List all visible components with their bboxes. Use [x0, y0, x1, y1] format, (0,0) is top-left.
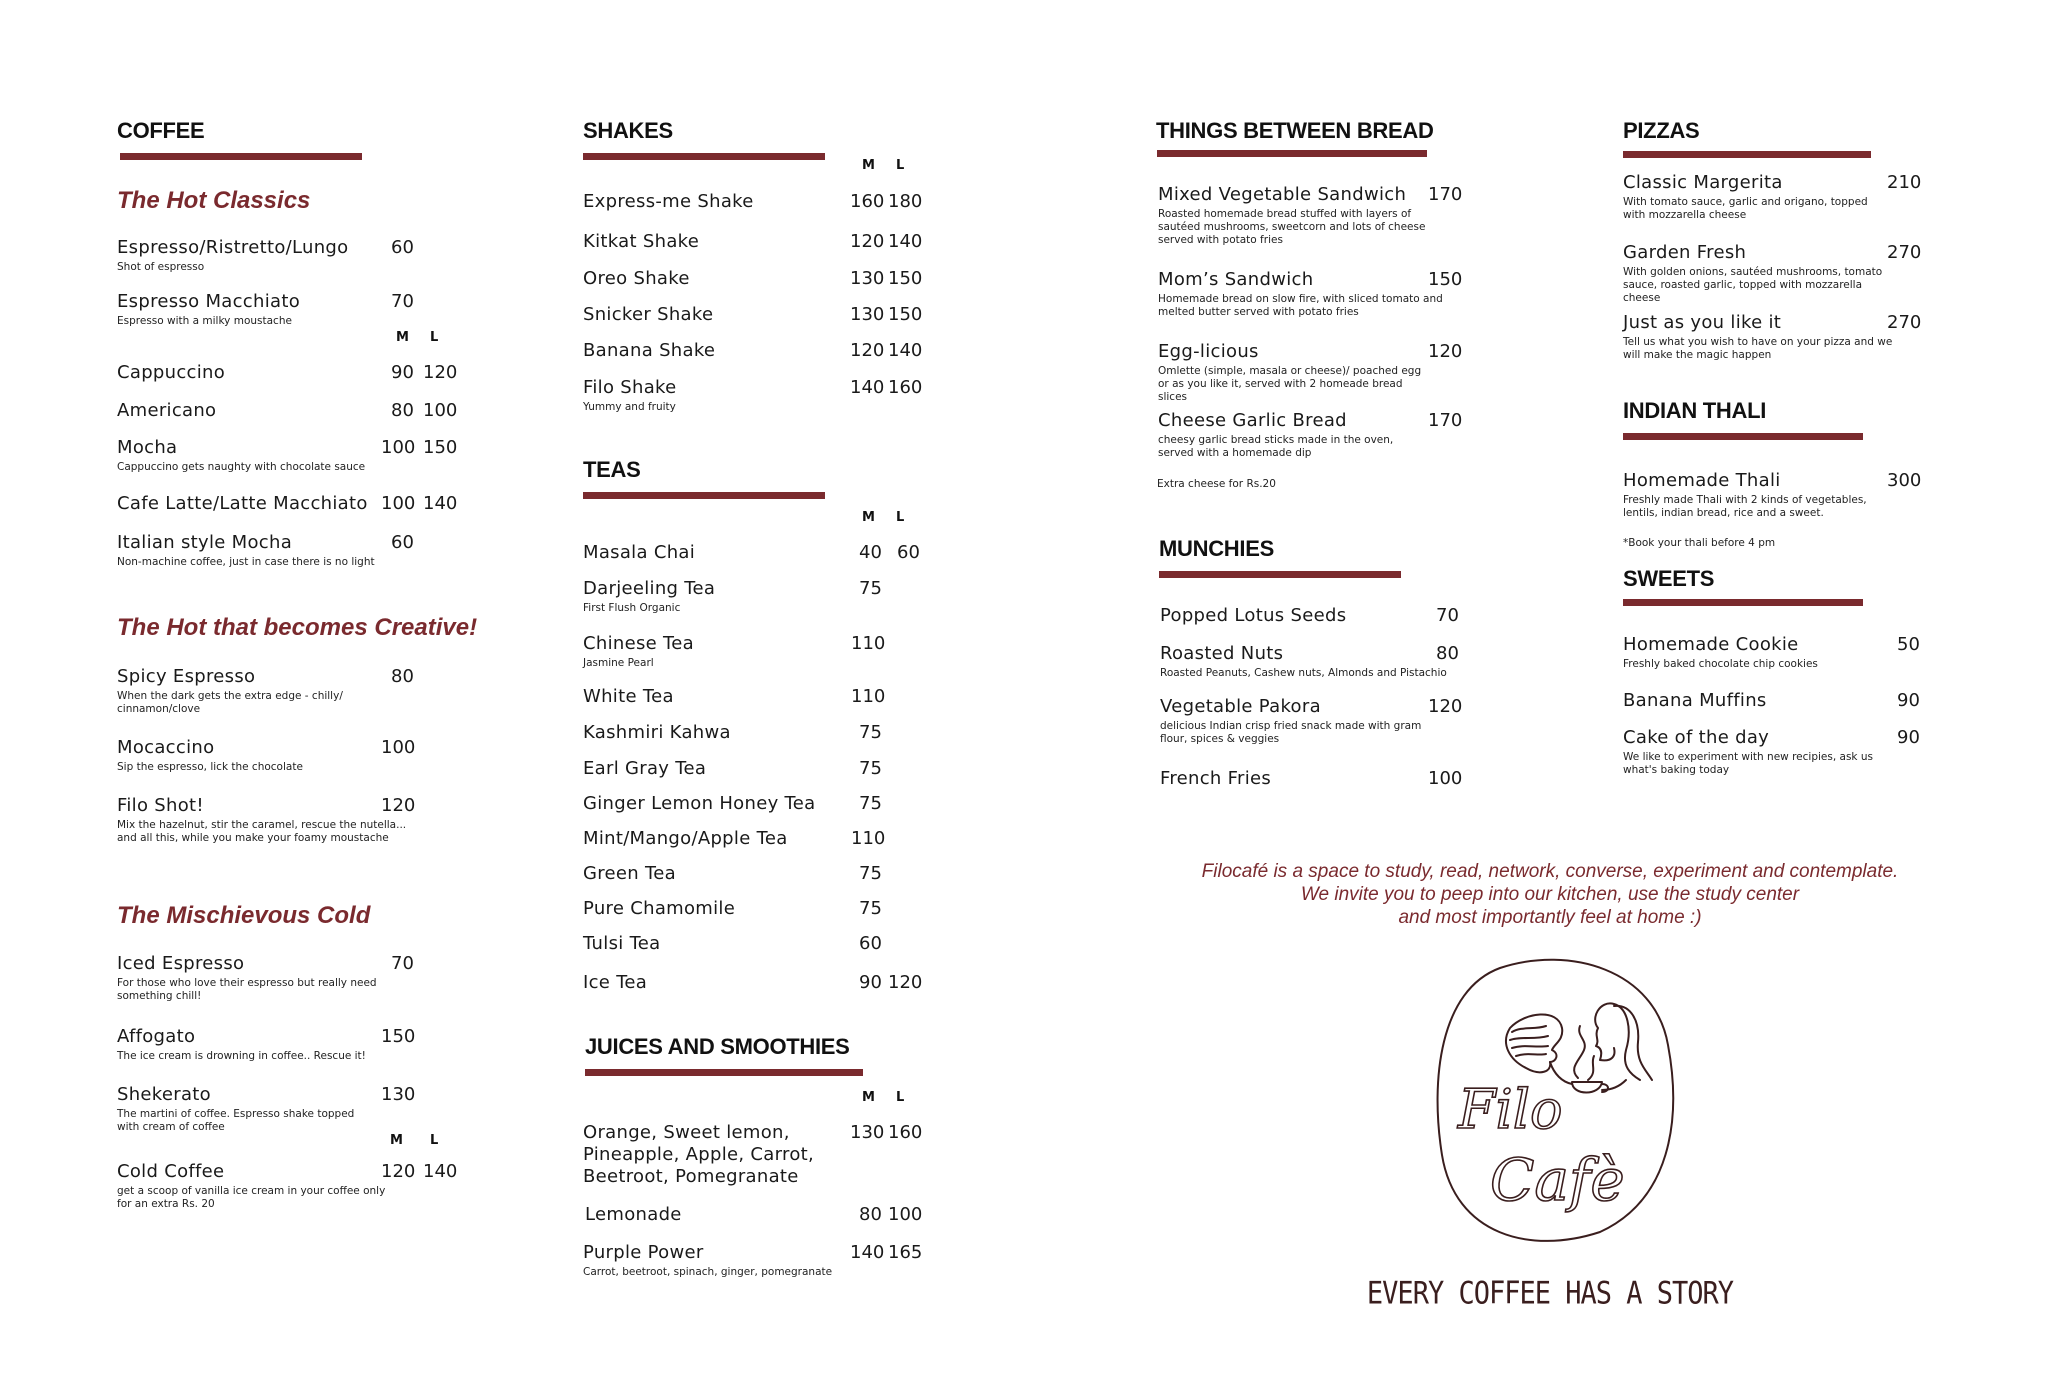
item-price-m: 100 [381, 493, 416, 514]
size-m-header: M [390, 1133, 403, 1148]
item-price: 60 [859, 933, 882, 954]
shakes-title-underline [583, 153, 825, 160]
item-desc: Roasted Peanuts, Cashew nuts, Almonds and Pistachio [1160, 667, 1447, 679]
item-price: 170 [1428, 410, 1463, 431]
item-name: Cafe Latte/Latte Macchiato [117, 493, 368, 514]
item-name: Affogato [117, 1026, 196, 1047]
item-name: Vegetable Pakora [1160, 696, 1321, 717]
item-name: Earl Gray Tea [583, 758, 707, 779]
item-desc: Espresso with a milky moustache [117, 315, 292, 327]
menu-item [117, 795, 457, 845]
item-price: 75 [859, 578, 882, 599]
menu-item [583, 686, 923, 708]
item-name: Spicy Espresso [117, 666, 256, 687]
item-desc: Freshly baked chocolate chip cookies [1623, 658, 1818, 670]
item-desc: Sip the espresso, lick the chocolate [117, 761, 303, 773]
item-price: 70 [391, 291, 414, 312]
item-price-l: 180 [888, 191, 923, 212]
item-name: Express-me Shake [583, 191, 754, 212]
item-price-l: 140 [423, 1161, 458, 1182]
item-price: 75 [859, 898, 882, 919]
item-name: Cheese Garlic Bread [1158, 410, 1347, 431]
menu-item [583, 793, 923, 815]
item-name: Masala Chai [583, 542, 696, 563]
item-name: Lemonade [585, 1204, 682, 1225]
item-name: Mint/Mango/Apple Tea [583, 828, 788, 849]
item-desc: Omlette (simple, masala or cheese)/ poached egg or as you like it, served with 2 homeade bread slices [1158, 365, 1422, 403]
item-price-m: 120 [850, 340, 885, 361]
item-name: Shekerato [117, 1084, 211, 1105]
bread-title-underline [1157, 150, 1427, 157]
item-name: Just as you like it [1623, 312, 1782, 333]
item-desc: Yummy and fruity [583, 401, 676, 413]
item-price-m: 140 [850, 377, 885, 398]
item-desc: Roasted homemade bread stuffed with layers of sautéed mushrooms, sweetcorn and lots of cheese served with potato fries [1158, 208, 1426, 246]
cold-title: The Mischievous Cold [117, 902, 371, 929]
item-desc: The ice cream is drowning in coffee.. Rescue it! [117, 1050, 366, 1062]
item-price-m: 120 [850, 231, 885, 252]
item-price-m: 90 [859, 972, 882, 993]
item-name: Mom’s Sandwich [1158, 269, 1314, 290]
item-desc: Carrot, beetroot, spinach, ginger, pomegranate [583, 1266, 833, 1278]
item-price-l: 120 [423, 362, 458, 383]
menu-item [1158, 269, 1468, 319]
menu-item [117, 1026, 457, 1063]
sweets-title: SWEETS [1623, 566, 1715, 591]
item-price-m: 40 [859, 542, 882, 563]
item-price: 120 [1428, 696, 1463, 717]
item-name: Italian style Mocha [117, 532, 293, 553]
menu-item [583, 1242, 923, 1279]
item-price: 150 [381, 1026, 416, 1047]
item-name: Garden Fresh [1623, 242, 1747, 263]
item-price: 75 [859, 758, 882, 779]
tagline-line-2: We invite you to peep into our kitchen, use the study center [1300, 884, 1800, 905]
bread-note: Extra cheese for Rs.20 [1157, 478, 1276, 490]
item-price-m: 90 [391, 362, 414, 383]
coffee-title: COFFEE [117, 118, 205, 143]
item-price-m: 160 [850, 191, 885, 212]
logo-face-left [1506, 1014, 1562, 1072]
item-price: 60 [391, 532, 414, 553]
item-name: Mocha [117, 437, 178, 458]
item-price-l: 150 [888, 268, 923, 289]
menu-item [1158, 410, 1468, 460]
item-price-l: 100 [423, 400, 458, 421]
thali-title: INDIAN THALI [1623, 398, 1767, 423]
menu-item [1160, 696, 1470, 746]
item-price: 120 [1428, 341, 1463, 362]
item-desc: For those who love their espresso but really need something chill! [117, 977, 377, 1002]
item-price-m: 80 [391, 400, 414, 421]
menu-item [583, 933, 923, 955]
item-desc: The martini of coffee. Espresso shake topped with cream of coffee [117, 1108, 355, 1133]
menu-item [117, 737, 457, 774]
hot-classics-title: The Hot Classics [117, 187, 311, 214]
item-name: Ice Tea [583, 972, 648, 993]
item-price: 120 [381, 795, 416, 816]
menu-item [1158, 184, 1468, 247]
size-l-header: L [430, 1133, 439, 1148]
item-price-m: 130 [850, 1122, 885, 1143]
item-desc: delicious Indian crisp fried snack made with gram flour, spices & veggies [1160, 720, 1422, 745]
tagline-line-3: and most importantly feel at home :) [1398, 907, 1702, 928]
logo-word-cafe: Cafè [1490, 1146, 1625, 1214]
item-price: 50 [1897, 634, 1920, 655]
munchies-title-underline [1159, 571, 1401, 578]
item-name: French Fries [1160, 768, 1272, 789]
logo-word-filo: Filo [1458, 1078, 1563, 1141]
menu-item [583, 578, 923, 615]
menu-item [583, 828, 923, 850]
item-desc: cheesy garlic bread sticks made in the oven, served with a homemade dip [1158, 434, 1394, 459]
menu-item [583, 722, 923, 744]
teas-title: TEAS [583, 457, 641, 482]
item-price: 130 [381, 1084, 416, 1105]
item-name: Americano [117, 400, 217, 421]
menu-item [583, 304, 923, 326]
item-price: 100 [381, 737, 416, 758]
item-name: Filo Shot! [117, 795, 204, 816]
juices-title-underline [585, 1069, 863, 1076]
size-m-header: M [862, 1090, 875, 1105]
item-name: Filo Shake [583, 377, 677, 398]
menu-item [583, 1122, 923, 1188]
item-desc: When the dark gets the extra edge - chilly/ cinnamon/clove [117, 690, 343, 715]
coffee-title-underline [120, 153, 362, 160]
item-desc: Non-machine coffee, just in case there is no light [117, 556, 375, 568]
menu-item [117, 291, 457, 328]
menu-item [117, 493, 457, 515]
menu-item [583, 191, 923, 213]
item-name: Orange, Sweet lemon, Pineapple, Apple, Carrot, Beetroot, Pomegranate [583, 1122, 815, 1187]
item-desc: get a scoop of vanilla ice cream in your coffee only for an extra Rs. 20 [117, 1185, 386, 1210]
size-l-header: L [896, 510, 905, 525]
item-price: 75 [859, 863, 882, 884]
menu-item [117, 953, 457, 1003]
bread-title: THINGS BETWEEN BREAD [1156, 118, 1434, 143]
menu-item [117, 362, 457, 384]
item-desc: With golden onions, sautéed mushrooms, tomato sauce, roasted garlic, topped with mozzarella cheese [1623, 266, 1883, 304]
logo-hair-right [1614, 1006, 1652, 1080]
size-l-header: L [896, 1090, 905, 1105]
item-name: Kitkat Shake [583, 231, 700, 252]
item-price: 110 [851, 828, 886, 849]
item-price-l: 160 [888, 1122, 923, 1143]
item-name: Iced Espresso [117, 953, 245, 974]
item-price: 270 [1887, 242, 1922, 263]
item-name: Darjeeling Tea [583, 578, 716, 599]
item-desc: Homemade bread on slow fire, with sliced tomato and melted butter served with potato fries [1158, 293, 1443, 318]
item-price-m: 120 [381, 1161, 416, 1182]
item-name: Green Tea [583, 863, 676, 884]
munchies-title: MUNCHIES [1159, 536, 1274, 561]
item-price: 75 [859, 793, 882, 814]
item-name: Mocaccino [117, 737, 215, 758]
sweets-title-underline [1623, 599, 1863, 606]
item-name: Popped Lotus Seeds [1160, 605, 1347, 626]
item-name: Banana Shake [583, 340, 716, 361]
menu-item [583, 898, 923, 920]
item-price: 300 [1887, 470, 1922, 491]
menu-item [585, 1204, 925, 1226]
menu-item [1623, 470, 1923, 520]
item-price-l: 140 [423, 493, 458, 514]
menu-item [583, 377, 923, 414]
item-price-l: 150 [423, 437, 458, 458]
tagline-line-1: Filocafé is a space to study, read, network, converse, experiment and contemplate. [1201, 861, 1899, 882]
item-name: Egg-licious [1158, 341, 1259, 362]
pizzas-title-underline [1623, 151, 1871, 158]
item-name: Espresso/Ristretto/Lungo [117, 237, 349, 258]
item-price: 270 [1887, 312, 1922, 333]
item-name: Homemade Thali [1623, 470, 1781, 491]
item-price-m: 130 [850, 304, 885, 325]
item-name: Espresso Macchiato [117, 291, 301, 312]
size-m-header: M [396, 330, 409, 345]
item-name: White Tea [583, 686, 674, 707]
item-name: Homemade Cookie [1623, 634, 1799, 655]
item-name: Classic Margerita [1623, 172, 1783, 193]
menu-item [583, 268, 923, 290]
item-name: Tulsi Tea [583, 933, 661, 954]
item-price: 110 [851, 633, 886, 654]
item-price: 170 [1428, 184, 1463, 205]
item-price: 80 [391, 666, 414, 687]
size-m-header: M [862, 510, 875, 525]
item-price-l: 60 [897, 542, 920, 563]
cafe-tagline [1110, 860, 1990, 929]
item-price: 75 [859, 722, 882, 743]
item-name: Roasted Nuts [1160, 643, 1284, 664]
item-name: Cappuccino [117, 362, 226, 383]
item-name: Kashmiri Kahwa [583, 722, 731, 743]
menu-item [1623, 634, 1923, 671]
item-price: 70 [1436, 605, 1459, 626]
menu-item [117, 666, 457, 716]
creative-title: The Hot that becomes Creative! [117, 614, 478, 641]
menu-item [1623, 242, 1923, 305]
item-name: Pure Chamomile [583, 898, 736, 919]
item-desc: Mix the hazelnut, stir the caramel, rescue the nutella... and all this, while you make your foamy moustache [117, 819, 407, 844]
menu-item [1623, 727, 1923, 777]
thali-title-underline [1623, 433, 1863, 440]
size-m-header: M [862, 158, 875, 173]
logo-hair-left [1510, 1026, 1548, 1056]
item-price-l: 120 [888, 972, 923, 993]
item-price: 110 [851, 686, 886, 707]
logo-steam [1574, 1026, 1594, 1080]
item-price-l: 100 [888, 1204, 923, 1225]
item-price: 60 [391, 237, 414, 258]
menu-item [583, 633, 923, 670]
item-desc: Jasmine Pearl [583, 657, 654, 669]
menu-item [583, 231, 923, 253]
menu-item [1160, 643, 1470, 680]
menu-item [1623, 312, 1923, 362]
menu-item [117, 400, 457, 422]
item-desc: We like to experiment with new recipies, ask us what's baking today [1623, 751, 1873, 776]
item-price-l: 140 [888, 340, 923, 361]
menu-item [583, 542, 923, 564]
item-name: Chinese Tea [583, 633, 694, 654]
item-name: Mixed Vegetable Sandwich [1158, 184, 1407, 205]
menu-item [583, 972, 923, 994]
item-price: 90 [1897, 727, 1920, 748]
item-price-l: 165 [888, 1242, 923, 1263]
item-price: 90 [1897, 690, 1920, 711]
item-price-l: 140 [888, 231, 923, 252]
item-name: Cake of the day [1623, 727, 1770, 748]
menu-item [1160, 768, 1470, 790]
item-name: Oreo Shake [583, 268, 690, 289]
item-price: 80 [1436, 643, 1459, 664]
teas-title-underline [583, 492, 825, 499]
item-price-l: 150 [888, 304, 923, 325]
item-price: 150 [1428, 269, 1463, 290]
item-desc: Freshly made Thali with 2 kinds of vegetables, lentils, indian bread, rice and a sweet. [1623, 494, 1867, 519]
menu-item [117, 1084, 457, 1134]
menu-item [583, 758, 923, 780]
item-name: Snicker Shake [583, 304, 714, 325]
menu-item [117, 1161, 457, 1211]
item-price-m: 100 [381, 437, 416, 458]
menu-item [1623, 172, 1923, 222]
item-price: 70 [391, 953, 414, 974]
item-desc: First Flush Organic [583, 602, 681, 614]
item-name: Cold Coffee [117, 1161, 225, 1182]
menu-item [1623, 690, 1923, 712]
item-price-m: 130 [850, 268, 885, 289]
menu-item [1158, 341, 1468, 404]
item-desc: With tomato sauce, garlic and origano, topped with mozzarella cheese [1623, 196, 1868, 221]
thali-note: *Book your thali before 4 pm [1623, 537, 1776, 549]
pizzas-title: PIZZAS [1623, 118, 1700, 143]
item-name: Banana Muffins [1623, 690, 1767, 711]
filo-cafe-logo [1430, 950, 1680, 1250]
footer-story: EVERY COFFEE HAS A STORY [1366, 1275, 1734, 1312]
size-l-header: L [896, 158, 905, 173]
item-desc: Tell us what you wish to have on your pizza and we will make the magic happen [1623, 336, 1893, 361]
size-l-header: L [430, 330, 439, 345]
menu-item [583, 863, 923, 885]
item-desc: Shot of espresso [117, 261, 205, 273]
menu-item [117, 532, 457, 569]
item-price: 100 [1428, 768, 1463, 789]
item-name: Purple Power [583, 1242, 704, 1263]
item-price-l: 160 [888, 377, 923, 398]
menu-item [583, 340, 923, 362]
item-price-m: 80 [859, 1204, 882, 1225]
menu-item [117, 237, 457, 274]
item-price: 210 [1887, 172, 1922, 193]
menu-item [1160, 605, 1470, 627]
shakes-title: SHAKES [583, 118, 673, 143]
item-name: Ginger Lemon Honey Tea [583, 793, 816, 814]
juices-title: JUICES AND SMOOTHIES [585, 1034, 850, 1059]
menu-item [117, 437, 457, 474]
item-desc: Cappuccino gets naughty with chocolate sauce [117, 461, 366, 473]
item-price-m: 140 [850, 1242, 885, 1263]
